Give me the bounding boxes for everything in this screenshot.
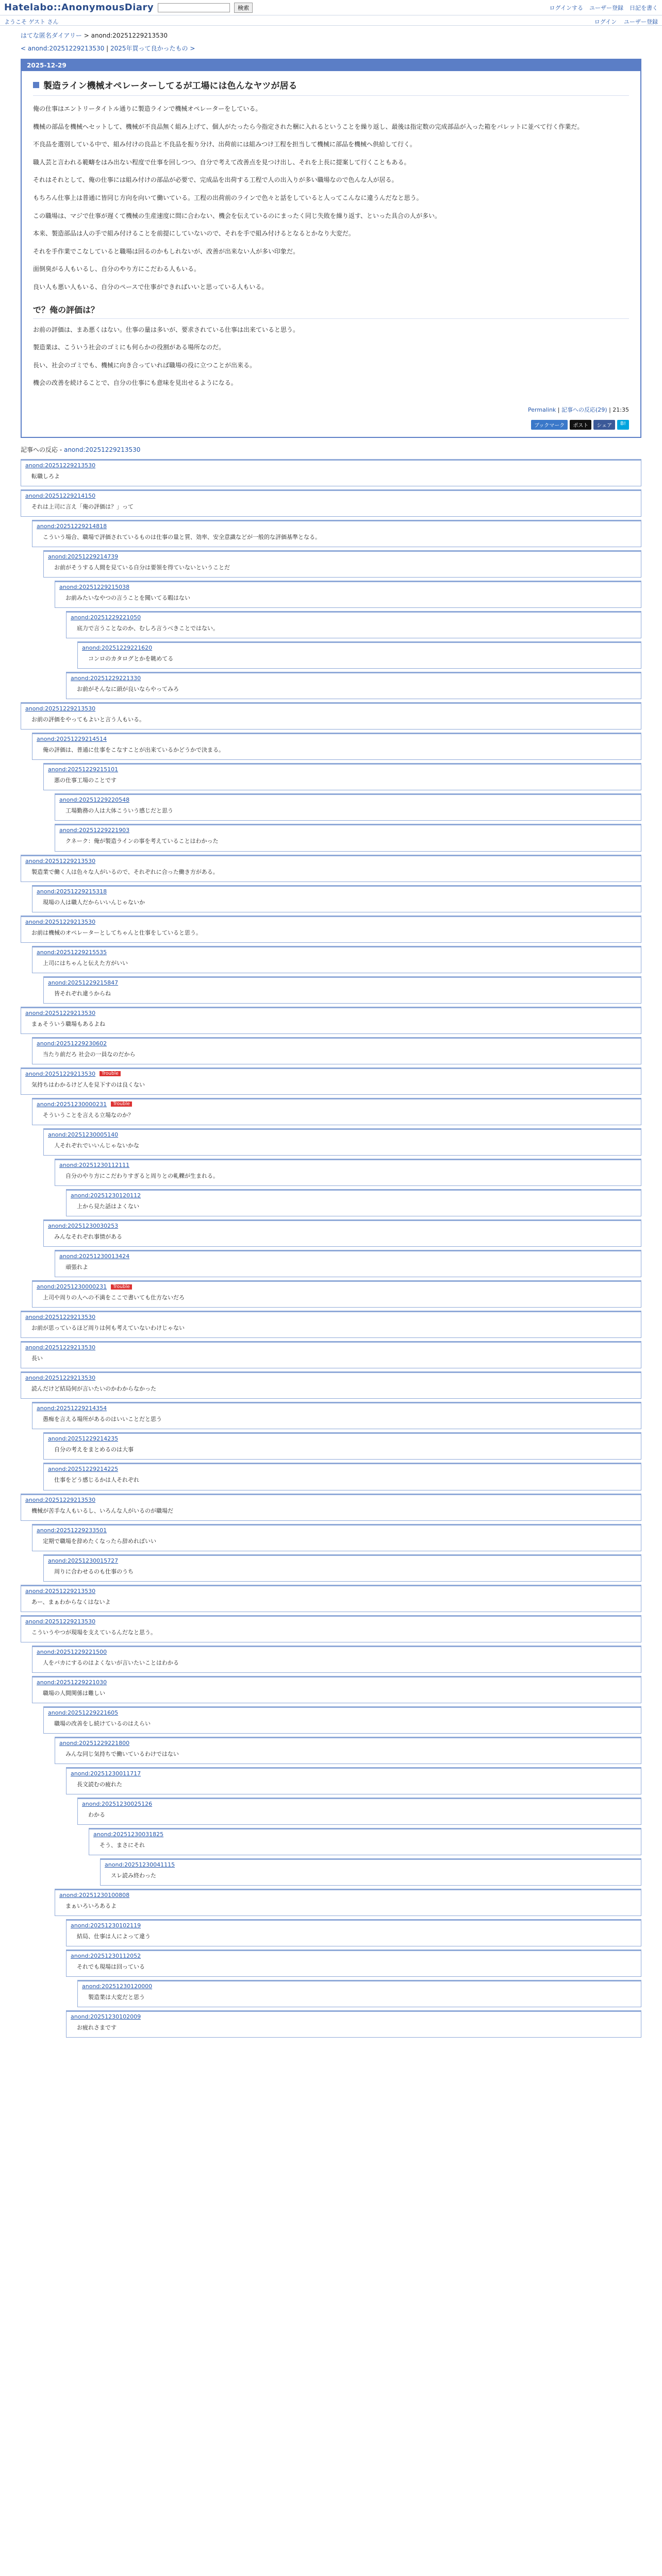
article-paragraph: それはそれとして、俺の仕事には組み付けの部品が必要で、完成品を出荷する工程で人の出入りが多い職場なので色んな人が居る。 [33, 176, 398, 184]
comment-id-link[interactable]: anond:20251230030253 [48, 1223, 119, 1230]
comment-header [32, 1099, 641, 1109]
comment-item [43, 1219, 641, 1247]
comment-body: 職場の人間関係は難しい [43, 1689, 105, 1697]
comment-id-link[interactable]: anond:20251230031825 [93, 1831, 164, 1838]
comment-body: みんな同じ気持ちで働いているわけではない [65, 1750, 179, 1757]
comment-item [32, 1646, 641, 1673]
article-title[interactable]: 製造ライン機械オペレーターしてるが工場には色んなヤツが居る [43, 81, 297, 91]
article-paragraph: 俺の仕事はエントリータイトル通りに製造ラインで機械オペレーターをしている。 [33, 105, 262, 112]
comment-id-link[interactable]: anond:20251229215847 [48, 979, 119, 986]
comment-header [78, 643, 641, 652]
comment-item [66, 2010, 641, 2038]
login-link[interactable]: ログインする [549, 4, 583, 11]
comment-body: あー、まぁわからなくはないよ [31, 1598, 111, 1605]
search-button[interactable]: 検索 [234, 3, 253, 13]
reactions-target-link[interactable]: anond:20251229213530 [63, 446, 141, 453]
brand-logo[interactable]: Hatelabo::AnonymousDiary [4, 2, 154, 13]
comment-header [55, 1738, 641, 1748]
comment-header [44, 1434, 641, 1443]
comment-header [55, 1160, 641, 1170]
section-paragraph: 製造業は、こういう社会のゴミにも何らかの役割がある場所なのだ。 [33, 344, 225, 351]
square-bullet-icon [33, 82, 39, 88]
comment-body: お前の評価をやってもよいと言う人もいる。 [31, 716, 145, 723]
comment-body: 製造業で働く人は色々な人がいるので、それぞれに合った働き方がある。 [31, 868, 219, 875]
comment-body: 職場の改善をし続けているのはえらい [54, 1720, 151, 1727]
article-paragraph: この職場は、マジで仕事が遅くて機械の生産速度に間に合わない、機会を伝えているのにまったく同じ失敗を繰り返す、といった具合の人が多い。 [33, 212, 441, 219]
top-bar-right [550, 4, 658, 12]
comment-id-link[interactable]: anond:20251229221605 [48, 1709, 119, 1716]
comment-body: 仕事をどう感じるかは人それぞれ [54, 1477, 139, 1484]
comment-header [21, 1495, 641, 1504]
comment-body: 現場の人は職人だからいいんじゃないか [43, 899, 145, 906]
comment-badge: Trouble [111, 1284, 132, 1290]
comment-header [44, 765, 641, 774]
comment-item [32, 520, 641, 547]
comment-item [21, 855, 641, 882]
comment-header [32, 1677, 641, 1687]
comment-item [21, 1615, 641, 1642]
comment-id-link[interactable]: anond:20251229221330 [71, 675, 141, 682]
comment-id-link[interactable]: anond:20251229213530 [25, 1587, 96, 1595]
comment-id-link[interactable]: anond:20251230025126 [82, 1800, 153, 1807]
top-bar-left [4, 2, 253, 13]
comment-header [55, 1251, 641, 1261]
share-button[interactable]: シェア [593, 420, 615, 430]
comment-body: 底力で言うことなのか、むしろ言うべきことではない。 [77, 625, 219, 632]
comment-body: 自分のやり方にこだわりすぎると周りとの軋轢が生まれる。 [65, 1172, 219, 1179]
comment-item [32, 1280, 641, 1308]
next-entry-link[interactable]: 2025年買って良かったもの > [110, 45, 195, 52]
comment-item [43, 763, 641, 790]
article-paragraphs [33, 104, 629, 292]
comment-body: 長文読むの疲れた [77, 1781, 122, 1788]
comment-body: お前は機械のオペレーターとしてちゃんと仕事をしていると思う。 [31, 929, 202, 936]
comment-item [43, 1706, 641, 1734]
comment-item [32, 1524, 641, 1551]
comment-item [32, 1098, 641, 1125]
comment-body: 上司や周りの人への不満をここで書いても仕方ないだろ [43, 1294, 185, 1301]
comment-body: 気持ちはわかるけど人を見下すのは良くない [31, 1081, 145, 1088]
comment-item [21, 1341, 641, 1368]
comment-header [21, 491, 641, 500]
comment-id-link[interactable]: anond:20251230041115 [105, 1861, 175, 1869]
comment-id-link[interactable]: anond:20251230013424 [59, 1253, 130, 1260]
comment-id-link[interactable]: anond:20251229221030 [37, 1679, 107, 1686]
comment-item [21, 1371, 641, 1399]
comment-badge: Trouble [100, 1071, 121, 1076]
pager [0, 42, 662, 59]
hatena-b-button[interactable]: B! [617, 420, 629, 430]
comment-id-link[interactable]: anond:20251230005140 [48, 1131, 119, 1138]
comment-header [44, 1556, 641, 1565]
comment-header [55, 1890, 641, 1900]
comment-id-link[interactable]: anond:20251229214150 [25, 492, 96, 499]
comment-item [55, 1159, 641, 1186]
comment-header [44, 552, 641, 561]
comment-header [32, 734, 641, 743]
comment-body: こういうやつが現場を支えているんだなと思う。 [31, 1629, 156, 1636]
comment-body: 悪の仕事工場のことです [54, 777, 117, 784]
write-diary-link[interactable]: 日記を書く [630, 4, 658, 11]
comment-body: そういうことを言える立場なのか？ [43, 1111, 134, 1118]
article-paragraph: 本来、製造部品は人の手で組み付けることを前提にしていないので、それを手で組み付けるとなるとかなり大変だ。 [33, 230, 355, 238]
comment-header [21, 704, 641, 713]
comment-body: 工場勤務の人は大体こういう感じだと思う [65, 807, 173, 815]
section-paragraph: お前の評価は、まあ悪くはない。仕事の量は多いが、要求されている仕事は出来ていると思う。 [33, 326, 300, 333]
comment-body: お前がそうする人間を見ている自分は要領を得ていないということだ [54, 564, 230, 571]
reactions-link[interactable]: 記事への反応(29) [561, 406, 607, 413]
comment-body: 人をバカにするのはよくないが言いたいことはわかる [43, 1659, 179, 1666]
comment-item [32, 1037, 641, 1064]
article-paragraph: 機械の部品を機械へセットして、機械が不良品無く組み上げて、個人がたったら今指定された梱に入れるということを繰り返し、最後は指定数の完成部品が入った箱をパレットに並べて行く作業だ。 [33, 123, 584, 130]
comment-id-link[interactable]: anond:20251229213530 [25, 705, 96, 713]
comment-header [21, 1312, 641, 1321]
comment-body: そう、まさにそれ [100, 1842, 145, 1849]
comment-id-link[interactable]: anond:20251229221620 [82, 645, 153, 652]
top-bar [0, 0, 662, 15]
comment-id-link[interactable]: anond:20251230100808 [59, 1892, 130, 1899]
article-paragraph: それを手作業でこなしていると職場は回るのかもしれないが、改善が出来ない人が多い印象だ。 [33, 247, 300, 255]
post-time: 21:35 [613, 406, 629, 413]
comment-item [89, 1828, 641, 1855]
comment-item [21, 1585, 641, 1612]
comment-item [100, 1858, 641, 1886]
comment-id-link[interactable]: anond:20251230112052 [71, 1953, 141, 1960]
comment-id-link[interactable]: anond:20251230112111 [59, 1161, 130, 1168]
search-input[interactable] [158, 3, 230, 12]
comment-body: 機械が苦手な人もいるし、いろんな人がいるのが職場だ [31, 1507, 173, 1514]
comment-id-link[interactable]: anond:20251230120112 [71, 1192, 141, 1199]
breadcrumb-sep: > [81, 32, 91, 39]
bookmark-share-button[interactable]: ブックマーク [531, 420, 568, 430]
comment-id-link[interactable]: anond:20251229213530 [25, 462, 96, 469]
comment-header [67, 673, 641, 683]
section-paragraphs [33, 325, 629, 388]
sub-register-link[interactable]: ユーザー登録 [624, 19, 658, 25]
comment-body: 愚痴を言える場所があるのはいいことだと思う [43, 1416, 162, 1423]
comment-id-link[interactable]: anond:20251229215535 [37, 948, 107, 956]
article-paragraph: 良い人も悪い人もいる、自分のペースで仕事ができればいいと思っている人もいる。 [33, 283, 268, 291]
comment-id-link[interactable]: anond:20251229213530 [25, 857, 96, 865]
comment-header [32, 1526, 641, 1535]
comment-header [44, 978, 641, 987]
share-buttons [22, 420, 640, 437]
comment-item [66, 1950, 641, 1977]
comment-header [21, 1343, 641, 1352]
comment-item [66, 672, 641, 699]
comment-item [21, 1067, 641, 1095]
section-paragraph: 機会の改善を続けることで、自分の仕事にも意味を見出せるようになる。 [33, 379, 237, 387]
comment-body: 定期で職場を辞めたくなったら辞めればいい [43, 1537, 156, 1545]
comment-item [21, 916, 641, 943]
comment-header [32, 1647, 641, 1656]
comment-id-link[interactable]: anond:20251230015727 [48, 1557, 119, 1564]
comment-header [55, 825, 641, 835]
comment-id-link[interactable]: anond:20251229215101 [48, 766, 119, 773]
comment-id-link[interactable]: anond:20251229214225 [48, 1466, 119, 1473]
comment-body: みんなそれぞれ事情がある [54, 1233, 122, 1241]
reactions-label: 記事への反応 - [21, 446, 64, 453]
comment-id-link[interactable]: anond:20251230011717 [71, 1770, 141, 1777]
comment-item [21, 1494, 641, 1521]
comment-header [21, 1373, 641, 1382]
comment-id-link[interactable]: anond:20251229213530 [25, 918, 96, 925]
comment-body: 製造業は大変だと思う [88, 1994, 145, 2001]
comment-id-link[interactable]: anond:20251229233501 [37, 1527, 107, 1534]
comment-badge: Trouble [111, 1101, 132, 1107]
comment-id-link[interactable]: anond:20251230102119 [71, 1922, 141, 1929]
sub-bar [0, 15, 662, 26]
comment-item [43, 1463, 641, 1490]
comment-id-link[interactable]: anond:20251229214514 [37, 736, 107, 743]
comment-item [66, 1189, 641, 1216]
pager-sep: | [104, 45, 110, 52]
comment-item [66, 1919, 641, 1946]
comment-header [55, 582, 641, 591]
comment-header [67, 2012, 641, 2021]
comment-header [21, 461, 641, 470]
comment-id-link[interactable]: anond:20251229213530 [25, 1070, 96, 1077]
section-paragraph: 長い、社会のゴミでも、機械に向き合っていれば職場の役に立つことが出来る。 [33, 361, 256, 369]
comment-body: コンロのカタログとかを眺めてる [88, 655, 174, 663]
comment-item [21, 1007, 641, 1034]
comment-item [21, 1311, 641, 1338]
comment-header [21, 1617, 641, 1626]
comment-body: 上司にはちゃんと伝えた方がいい [43, 959, 128, 967]
comment-body: わかる [88, 1811, 105, 1818]
comment-id-link[interactable]: anond:20251229213530 [25, 1496, 96, 1503]
comment-header [32, 521, 641, 531]
breadcrumb [0, 26, 662, 42]
comment-item [43, 1432, 641, 1460]
comment-body: 周りに合わせるのも仕事のうち [54, 1568, 134, 1575]
prev-entry-link[interactable]: < anond:20251229213530 [21, 45, 105, 52]
comment-item [55, 1889, 641, 1916]
comment-item [77, 1798, 641, 1825]
x-post-button[interactable]: ポスト [570, 420, 591, 430]
comment-header [32, 1403, 641, 1413]
comment-header [21, 1586, 641, 1596]
article-title-row [33, 78, 629, 96]
comment-id-link[interactable]: anond:20251229220548 [59, 796, 130, 804]
comment-header [67, 1921, 641, 1930]
comment-body: 頑張れよ [65, 1264, 88, 1271]
comment-body: まぁいろいろあるよ [65, 1903, 117, 1910]
comment-id-link[interactable]: anond:20251229213530 [25, 1314, 96, 1321]
comment-id-link[interactable]: anond:20251229221050 [71, 614, 141, 621]
comment-id-link[interactable]: anond:20251230000231 [37, 1283, 107, 1291]
comment-id-link[interactable]: anond:20251229221800 [59, 1739, 130, 1747]
comment-header [67, 1191, 641, 1200]
comment-body: 俺の評価は、普通に仕事をこなすことが出来ているかどうかで決まる。 [43, 747, 224, 754]
article-paragraph: 職人芸と言われる範疇をはみ出ない程度で仕事を回しつつ、自分で考えて改善点を見つけ出し、それを上長に提案して行くこともある。 [33, 158, 410, 166]
comment-body: こういう場合、職場で評価されているものは仕事の量と質、効率、安全意識などが一般的な評価基準となる。 [43, 534, 321, 540]
comment-body: お前みたいなやつの言うことを聞いてる暇はない [65, 595, 190, 602]
comment-id-link[interactable]: anond:20251230000231 [37, 1100, 107, 1108]
comment-body: 上から見た話はよくない [77, 1203, 139, 1210]
comment-body: 皆それぞれ違うからね [54, 990, 111, 997]
comment-item [55, 824, 641, 851]
comment-header [32, 1039, 641, 1048]
comment-item [32, 733, 641, 760]
comment-id-link[interactable]: anond:20251229213530 [25, 1375, 96, 1382]
comment-item [66, 1767, 641, 1794]
comment-header [78, 1799, 641, 1808]
article-paragraph: 不良品を選別している中で、組み付けの良品と不良品を振り分け、出荷前には組みつけ工程を担当して機械に部品を機械へ供給して行く。 [33, 141, 416, 148]
comment-body: お疲れさまです [77, 2024, 117, 2031]
comment-id-link[interactable]: anond:20251229214818 [37, 523, 107, 530]
comment-body: それでも現場は回っている [77, 1963, 145, 1971]
comment-body: まぁそういう職場もあるよね [31, 1020, 105, 1027]
comment-item [21, 702, 641, 730]
comment-item [77, 1980, 641, 2007]
comment-id-link[interactable]: anond:20251229213530 [25, 1009, 96, 1016]
comment-body: お前が思っているほど周りは何も考えていないわけじゃない [31, 1325, 185, 1332]
breadcrumb-home[interactable]: はてな匿名ダイアリー [21, 32, 82, 39]
section-title: で？俺の評価は？ [33, 303, 629, 319]
comment-item [43, 976, 641, 1004]
comment-body: 自分の考えをまとめるのは大事 [54, 1446, 134, 1453]
comment-header [32, 1282, 641, 1291]
comment-body: それは上司に言え「俺の評価は？」って [31, 503, 134, 510]
article-footer: Permalink | 記事への反応(29) | 21:35 [528, 406, 629, 413]
comment-header [78, 1981, 641, 1991]
comment-id-link[interactable]: anond:20251229213530 [25, 1344, 96, 1351]
comment-item [55, 1250, 641, 1277]
comment-id-link[interactable]: anond:20251229214235 [48, 1435, 119, 1443]
article-date: 2025-12-29 [22, 60, 640, 71]
comment-body: 長い [31, 1355, 43, 1362]
comment-item [43, 1554, 641, 1582]
article-body [22, 101, 640, 405]
comment-item [55, 581, 641, 608]
welcome-text: ようこそ ゲスト さん [4, 19, 59, 25]
comment-body: 人それぞれでいいんじゃないかな [54, 1142, 139, 1149]
comment-body: 当たり前だろ 社会の一員なのだから [43, 1050, 136, 1058]
comment-item [66, 611, 641, 638]
comment-item [32, 1676, 641, 1703]
comment-item [32, 885, 641, 912]
article-paragraph: 面倒臭がる人もいるし、自分のやり方にこだわる人もいる。 [33, 265, 201, 273]
comment-id-link[interactable]: anond:20251230120000 [82, 1983, 153, 1990]
sub-login-link[interactable]: ログイン [594, 19, 617, 25]
comment-header [89, 1829, 641, 1839]
comment-body: お前がそんなに頭が良いならやってみろ [77, 686, 179, 693]
breadcrumb-current: anond:20251229213530 [91, 32, 168, 39]
comment-item [32, 946, 641, 973]
comment-id-link[interactable]: anond:20251229215038 [59, 584, 130, 591]
comment-item [55, 793, 641, 821]
comment-body: 転職しろよ [31, 472, 60, 480]
comment-header [21, 1008, 641, 1018]
comment-item [32, 1402, 641, 1429]
comment-body: クネーク：俺が製造ラインの事を考えていることはわかった [65, 838, 219, 845]
comment-id-link[interactable]: anond:20251229214739 [48, 553, 119, 561]
comment-header [32, 887, 641, 896]
comment-id-link[interactable]: anond:20251229230602 [37, 1040, 107, 1047]
comment-item [43, 550, 641, 578]
comment-item [21, 459, 641, 486]
comment-header [67, 613, 641, 622]
comment-header [44, 1464, 641, 1473]
comment-header [44, 1708, 641, 1717]
comment-header [67, 1769, 641, 1778]
comment-header [32, 947, 641, 957]
reactions-heading [0, 438, 662, 456]
comment-header [67, 1951, 641, 1960]
comment-body: 結局、仕事は人によって違う [77, 1933, 151, 1940]
comment-header [101, 1860, 641, 1869]
comments-list [21, 459, 641, 2038]
comment-id-link[interactable]: anond:20251229221903 [59, 827, 130, 834]
article [21, 59, 641, 438]
comment-id-link[interactable]: anond:20251229213530 [25, 1618, 96, 1625]
comment-item [55, 1737, 641, 1764]
comment-header [44, 1221, 641, 1230]
comment-body: 読んだけど結局何が言いたいのかわからなかった [31, 1385, 156, 1393]
comment-body: スレ読み終わった [111, 1872, 156, 1879]
article-paragraph: もちろん仕事上は普通に皆同じ方向を向いて働いている。工程の出荷前のラインで色々と話をしていると人ってこんなに違うんだなと思う。 [33, 194, 423, 201]
comment-header [21, 1069, 641, 1078]
comment-item [21, 489, 641, 517]
comment-item [77, 641, 641, 669]
permalink-link[interactable]: Permalink [528, 406, 556, 413]
comment-header [21, 856, 641, 866]
comment-id-link[interactable]: anond:20251230102009 [71, 2013, 141, 2021]
comment-id-link[interactable]: anond:20251229215318 [37, 888, 107, 895]
comment-item [43, 1128, 641, 1156]
comment-header [21, 917, 641, 926]
comment-id-link[interactable]: anond:20251229214354 [37, 1405, 107, 1412]
comment-header [55, 795, 641, 804]
comment-header [44, 1130, 641, 1139]
register-link[interactable]: ユーザー登録 [589, 4, 623, 11]
comment-id-link[interactable]: anond:20251229221500 [37, 1648, 107, 1655]
